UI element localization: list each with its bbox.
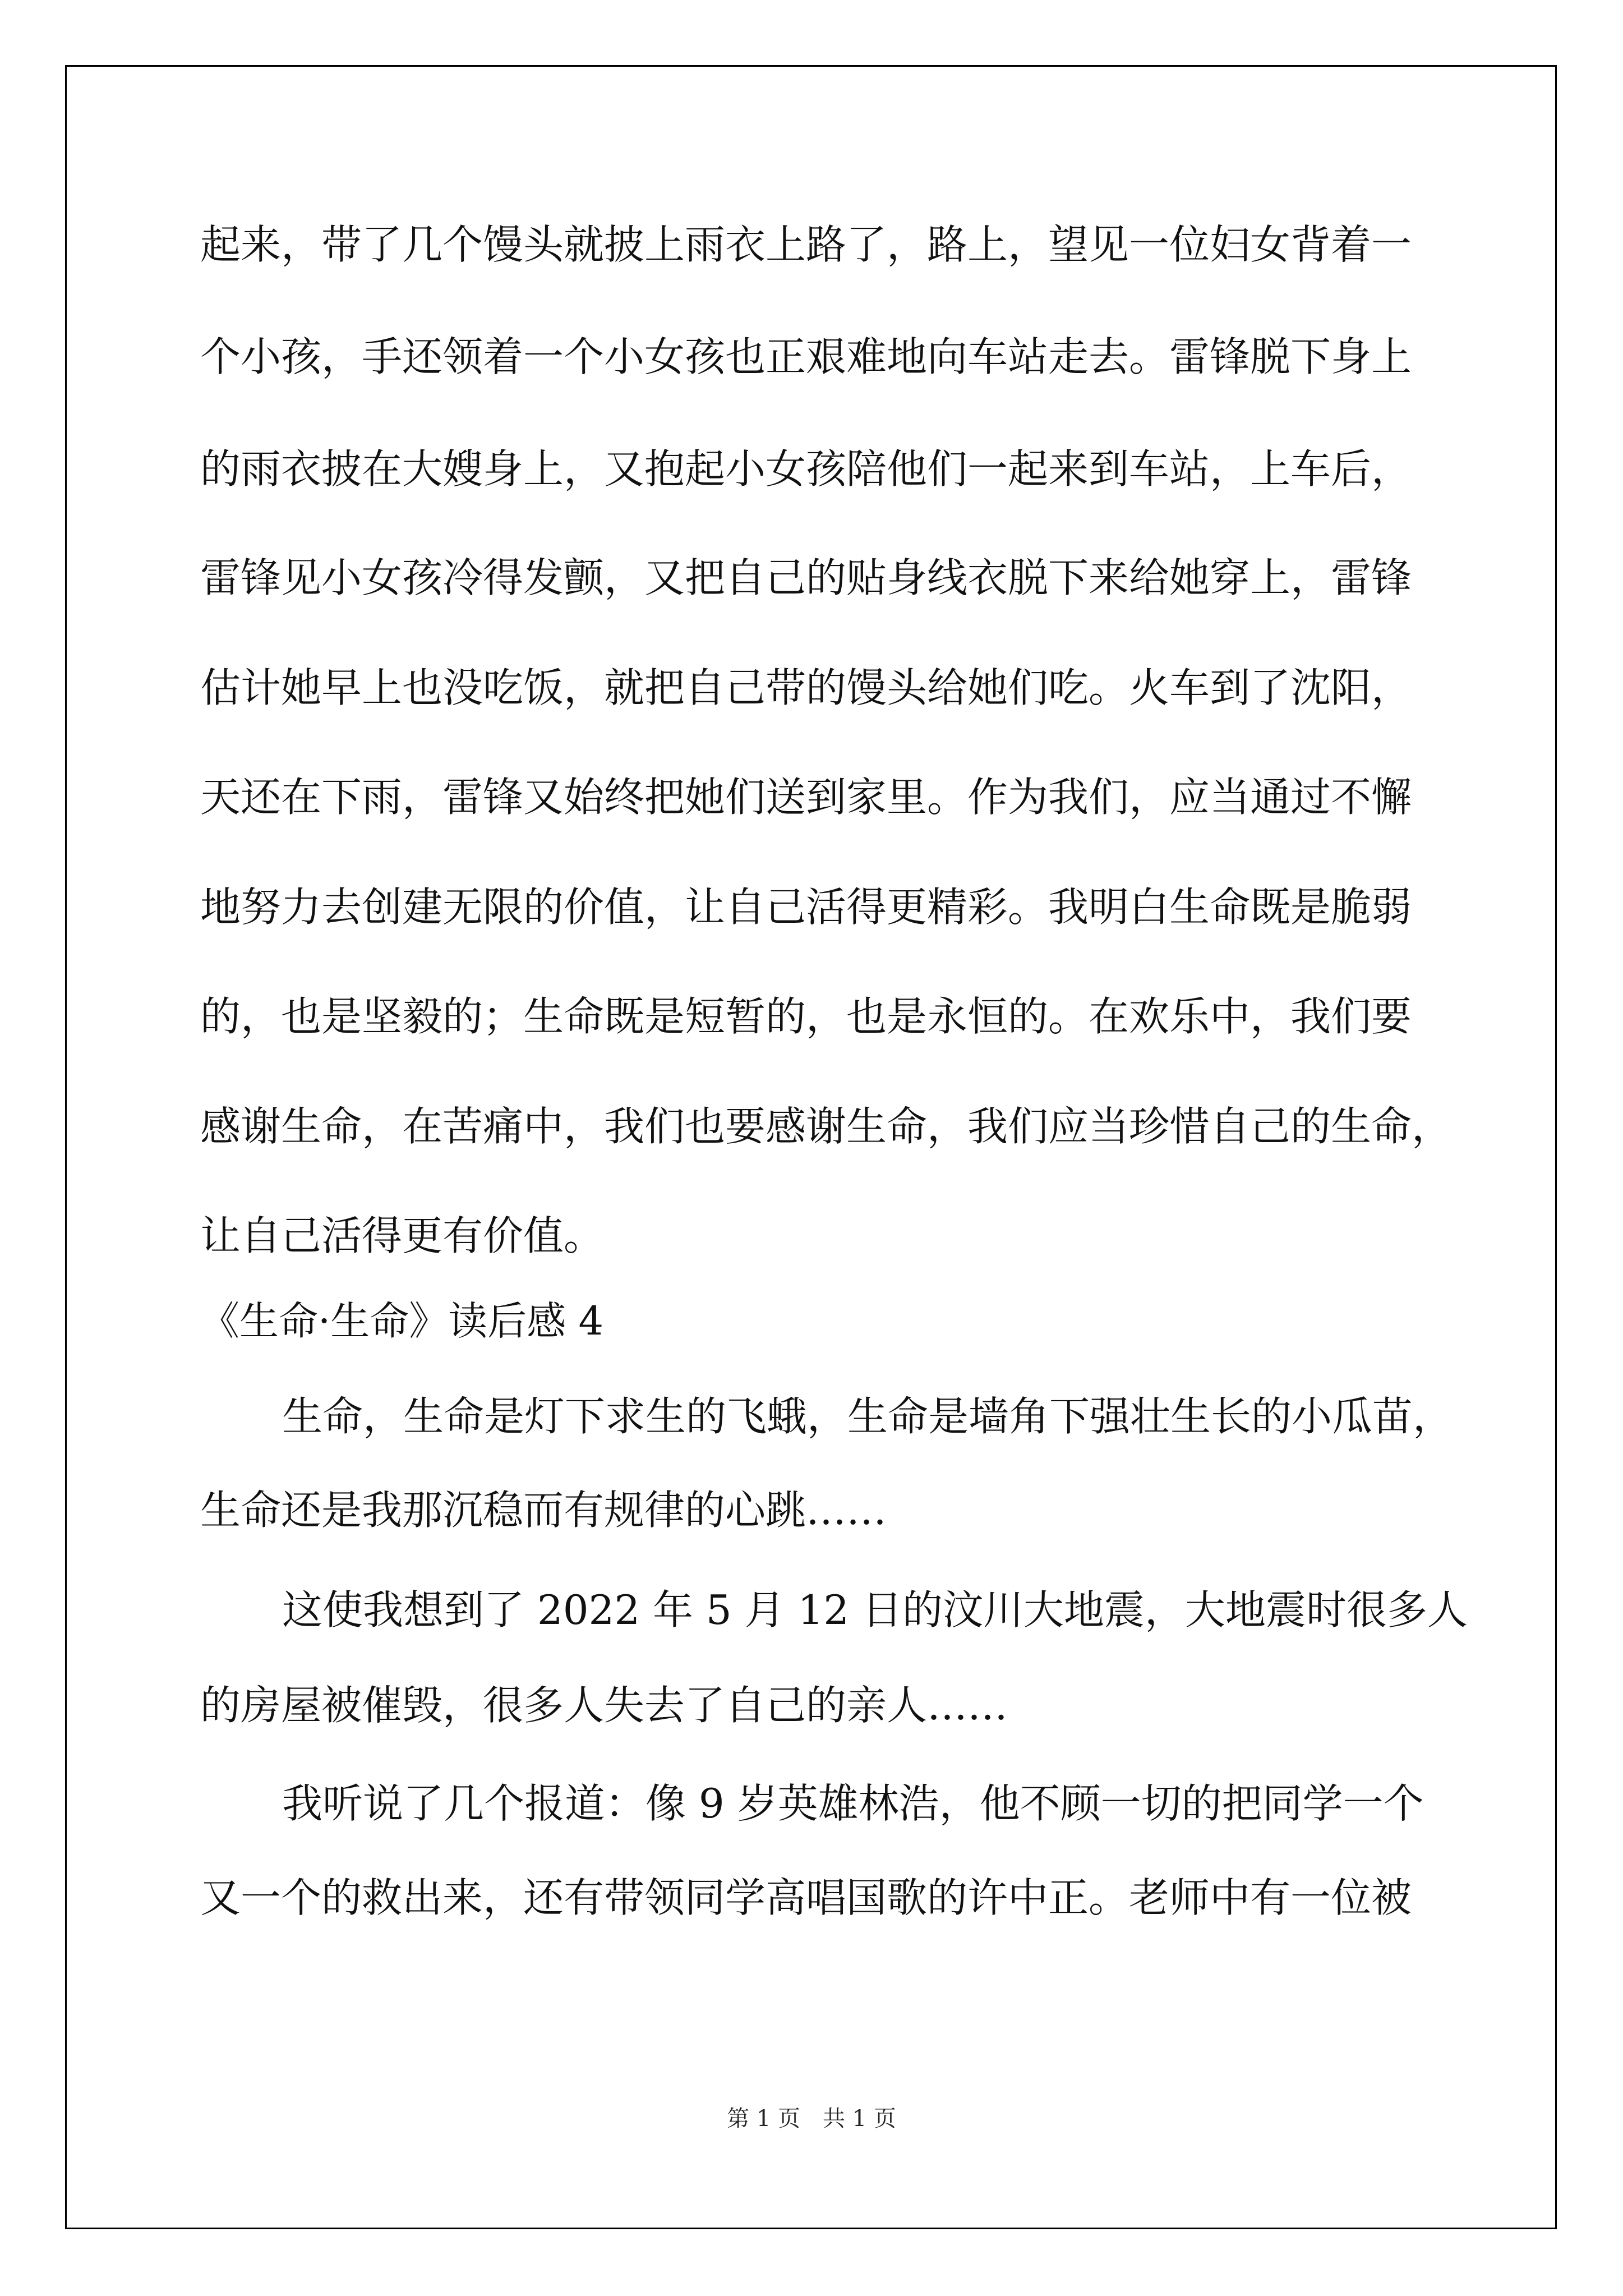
body-text-line: 起来，带了几个馒头就披上雨衣上路了，路上，望见一位妇女背着一 (200, 221, 1412, 268)
body-text-line: 雷锋见小女孩冷得发颤，又把自己的贴身线衣脱下来给她穿上，雷锋 (200, 554, 1412, 601)
paragraph-first-line: 我听说了几个报道：像 9 岁英雄林浩，他不顾一切的把同学一个 (282, 1780, 1424, 1827)
body-text-line: 生命还是我那沉稳而有规律的心跳…… (200, 1487, 887, 1534)
body-text-line: 又一个的救出来，还有带领同学高唱国歌的许中正。老师中有一位被 (200, 1874, 1412, 1921)
section-heading: 《生命·生命》读后感 4 (200, 1298, 604, 1344)
body-text-line: 估计她早上也没吃饭，就把自己带的馒头给她们吃。火车到了沈阳， (200, 664, 1412, 711)
body-text-line: 感谢生命，在苦痛中，我们也要感谢生命，我们应当珍惜自己的生命， (200, 1103, 1453, 1150)
page-footer: 第 1 页 共 1 页 (727, 2106, 896, 2132)
body-text-line: 让自己活得更有价值。 (200, 1212, 605, 1259)
paragraph-first-line: 生命，生命是灯下求生的飞蛾，生命是墙角下强壮生长的小瓜苗， (282, 1393, 1454, 1440)
body-text-line: 的，也是坚毅的；生命既是短暂的，也是永恒的。在欢乐中，我们要 (200, 993, 1412, 1040)
body-text-line: 地努力去创建无限的价值，让自己活得更精彩。我明白生命既是脆弱 (200, 884, 1412, 931)
body-text-line: 个小孩，手还领着一个小女孩也正艰难地向车站走去。雷锋脱下身上 (200, 333, 1412, 380)
body-text-line: 的雨衣披在大嫂身上，又抱起小女孩陪他们一起来到车站，上车后， (200, 445, 1412, 493)
body-text-line: 天还在下雨，雷锋又始终把她们送到家里。作为我们，应当通过不懈 (200, 774, 1412, 821)
body-text-line: 的房屋被催毁，很多人失去了自己的亲人…… (200, 1682, 1008, 1729)
paragraph-first-line: 这使我想到了 2022 年 5 月 12 日的汶川大地震，大地震时很多人 (282, 1586, 1468, 1634)
